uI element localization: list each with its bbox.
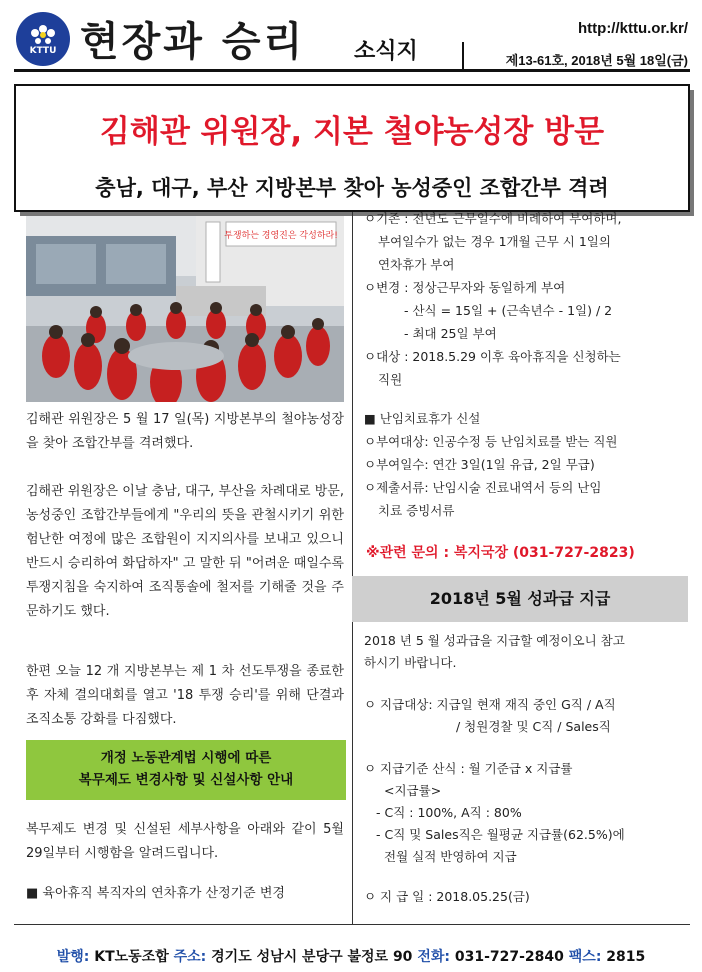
bonus-title-box: 2018년 5월 성과급 지급 (352, 576, 688, 622)
bonus-target-cont: / 청원경찰 및 C직 / Sales직 (456, 719, 611, 734)
rule-existing: ㅇ기존 : 전년도 근무일수에 비례하여 부여하며, (364, 211, 622, 226)
headline: 김해관 위원장, 지본 철야농성장 방문 (99, 114, 605, 150)
bonus-pay-date: ㅇ 지 급 일 : 2018.05.25(금) (364, 889, 530, 904)
issue-date: 제13-61호, 2018년 5월 18일(금) (505, 53, 688, 68)
rule-existing-cont-1: 부여일수가 없는 경우 1개월 근무 시 1일의 (378, 234, 611, 249)
kttu-logo (16, 12, 70, 66)
bonus-rate-1: - C직 : 100%, A직 : 80% (376, 805, 522, 820)
masthead-header (14, 8, 690, 72)
fax: 2815 (606, 949, 646, 965)
flower-emblem-icon (16, 12, 70, 66)
bonus-intro-1: 2018 년 5 월 성과급을 지급할 예정이오니 참고 (364, 633, 625, 648)
contact-info: ※관련 문의 : 복지국장 (031-727-2823) (366, 545, 635, 561)
sit-in-photo (26, 216, 344, 402)
bonus-intro-2: 하시기 바랍니다. (364, 655, 457, 670)
bonus-rate-label: <지급률> (384, 783, 442, 798)
article-paragraph-2: 김해관 위원장은 이날 충남, 대구, 부산을 차례대로 방문, 농성중인 조합간부들에게 "우리의 뜻을 관철시키기 위한 험난한 여정에 많은 조합원이 지지의사를 보내고 있으니 반드시 승리하여 화답하자" 고 말한 뒤 "어려운 때일수록 투쟁지침을 숙지하여 조직통솔에 철저를 기해줄 것을 주문하기도 했다. (26, 484, 344, 619)
infertility-documents: ㅇ제출서류: 난임시술 진료내역서 등의 난임 (364, 480, 602, 495)
masthead-subtitle: 소식지 (354, 38, 418, 64)
site-url-link[interactable]: http://kttu.or.kr/ (578, 20, 688, 37)
infertility-eligible: ㅇ부여대상: 인공수정 등 난임치료를 받는 직원 (364, 434, 618, 449)
notice-title-line-2: 복무제도 변경사항 및 신설사항 안내 (78, 772, 294, 788)
address: 경기도 성남시 분당구 불정로 90 (211, 949, 413, 965)
footer (0, 946, 702, 966)
bonus-rate-2: - C직 및 Sales직은 월평균 지급률(62.5%)에 (376, 827, 625, 842)
rule-target-cont: 직원 (378, 372, 403, 387)
headline-shadow-right (690, 90, 694, 214)
publisher: KT노동조합 (94, 949, 169, 965)
footer-rule (14, 924, 690, 925)
bonus-rate-2-cont: 전월 실적 반영하여 지급 (384, 849, 517, 864)
publisher-label: 발행: (56, 949, 90, 965)
bonus-formula: ㅇ 지급기준 산식 : 월 기준급 x 지급률 (364, 761, 573, 776)
logo-label: KTTU (29, 46, 57, 56)
article-paragraph-3: 한편 오늘 12 개 지방본부는 제 1 차 선도투쟁을 종료한 후 자체 결의대회를 열고 '18 투쟁 승리'를 위해 단결과 조직소통 강화를 다짐했다. (26, 664, 344, 727)
header-divider (462, 42, 464, 72)
fax-label: 팩스: (568, 949, 602, 965)
article-paragraph-1: 김해관 위원장은 5 월 17 일(목) 지방본부의 철야농성장을 찾아 조합간부를 격려했다. (26, 412, 344, 451)
infertility-leave-heading: ■ 난임치료휴가 신설 (364, 411, 481, 426)
subheadline: 충남, 대구, 부산 지방본부 찾아 농성중인 조합간부 격려 (95, 176, 609, 200)
rule-formula: - 산식 = 15일 + (근속년수 - 1일) / 2 (404, 303, 613, 318)
phone: 031-727-2840 (454, 949, 564, 965)
notice-item-childcare: ■ 육아휴직 복직자의 연차휴가 산정기준 변경 (26, 886, 285, 901)
notice-title-box (26, 740, 346, 800)
infertility-days: ㅇ부여일수: 연간 3일(1일 유급, 2일 무급) (364, 457, 595, 472)
rule-existing-cont-2: 연차휴가 부여 (378, 257, 455, 272)
phone-label: 전화: (417, 949, 450, 965)
rule-maximum: - 최대 25일 부여 (404, 326, 497, 341)
infertility-documents-cont: 치료 증빙서류 (378, 503, 455, 518)
notice-intro: 복무제도 변경 및 신설된 세부사항을 아래와 같이 5월 29일부터 시행함을 알려드립니다. (26, 822, 344, 861)
photo-banner: 투쟁하는 경영진은 각성하라! (224, 231, 338, 241)
bonus-target: ㅇ 지급대상: 지급일 현재 재직 중인 G직 / A직 (364, 697, 616, 712)
headline-box (14, 84, 690, 212)
column-divider (352, 212, 353, 924)
masthead-title: 현장과 승리 (80, 18, 306, 65)
rule-target: ㅇ대상 : 2018.5.29 이후 육아휴직을 신청하는 (364, 349, 621, 364)
address-label: 주소: (173, 949, 207, 965)
rule-changed: ㅇ변경 : 정상근무자와 동일하게 부여 (364, 280, 566, 295)
notice-title-line-1: 개정 노동관계법 시행에 따른 (100, 750, 272, 766)
